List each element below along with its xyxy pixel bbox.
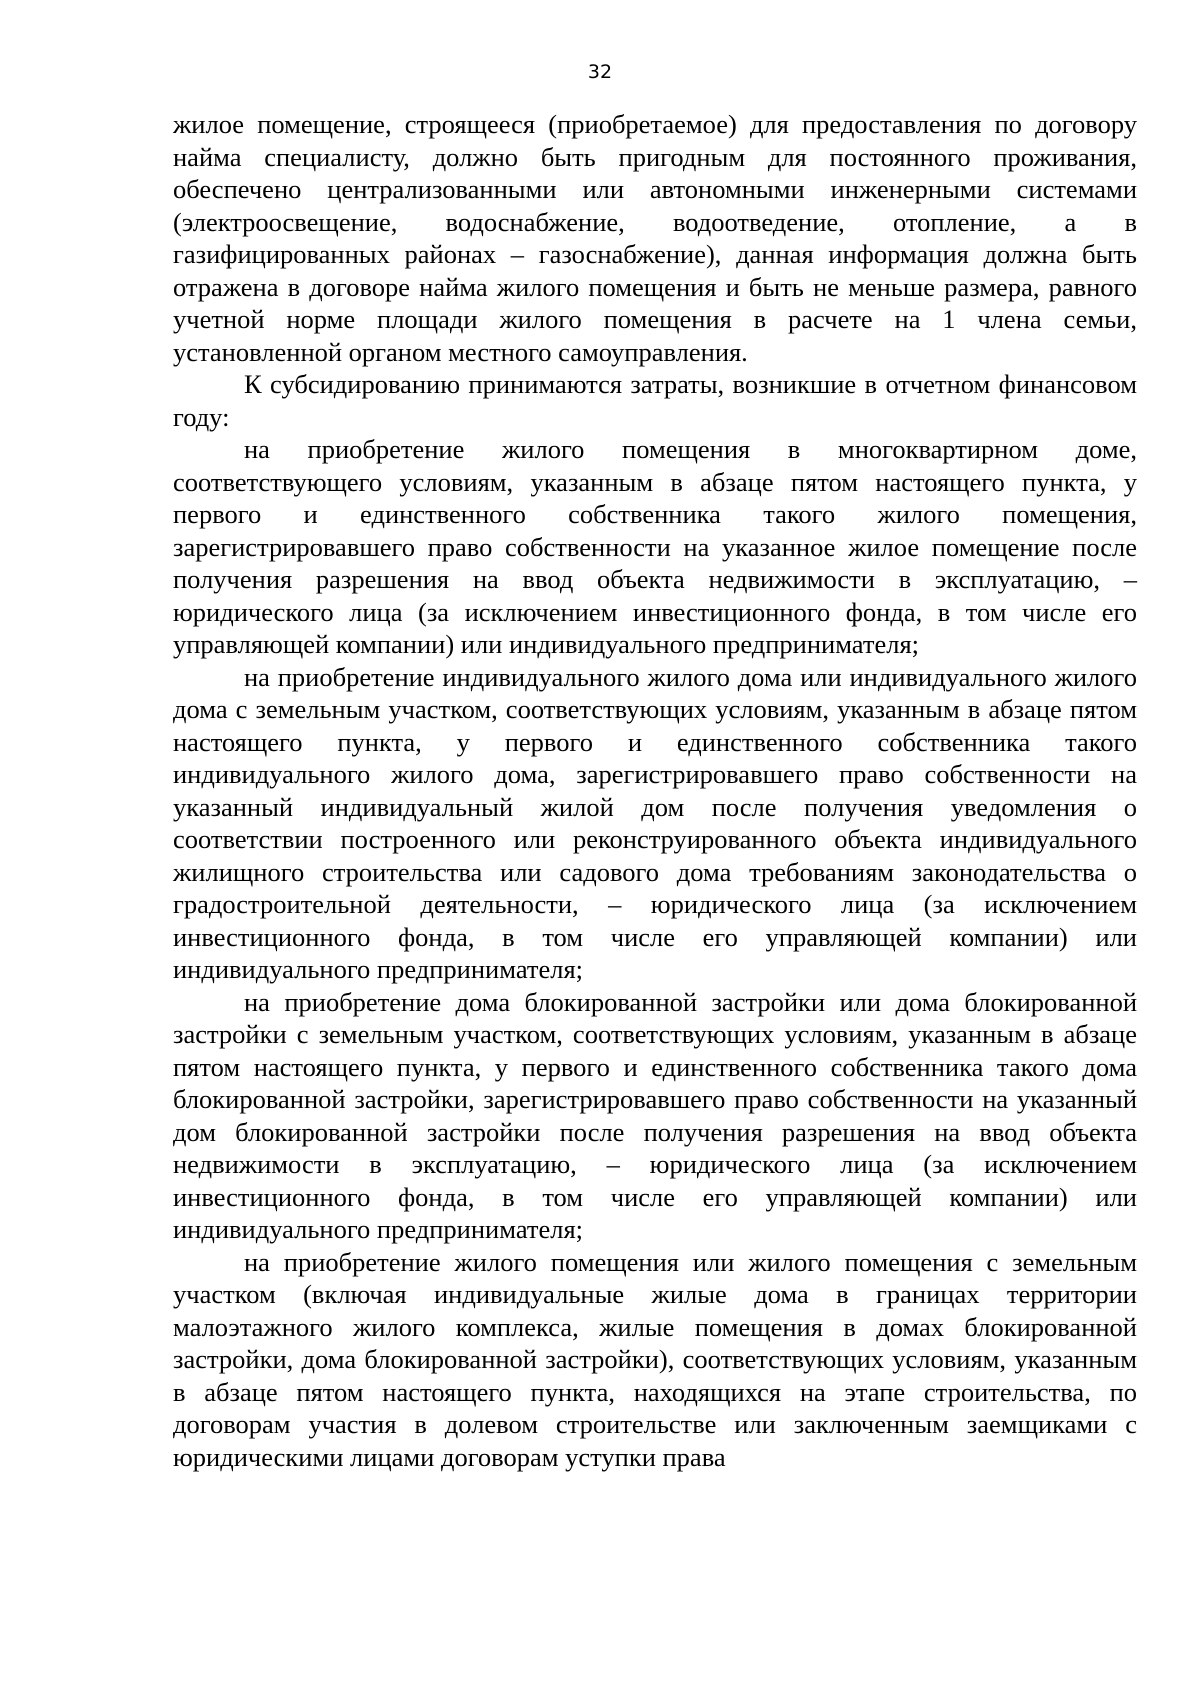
paragraph-subsidy-costs: К субсидированию принимаются затраты, возникшие в отчетном финансовом году: xyxy=(173,369,1137,432)
paragraph-individual-house-purchase: на приобретение индивидуального жилого дома или индивидуального жилого дома с земельным участком, соответствующих условиям, указанным в абзаце пятом настоящего пункта, у первого и единственного собственника такого индивидуального жилого дома, зарегистрировавшего право собственности на указанный индивидуальный жилой дом после получения уведомления о соответствии построенного или реконструированного объекта индивидуального жилищного строительства или садового дома требованиям законодательства о градостроительной деятельности, – юридического лица (за исключением инвестиционного фонда, в том числе его управляющей компании) или индивидуального предпринимателя; xyxy=(173,661,1137,984)
document-body xyxy=(173,108,1137,1473)
paragraph-apartment-purchase: на приобретение жилого помещения в многоквартирном доме, соответствующего условиям, указанным в абзаце пятом настоящего пункта, у первого и единственного собственника такого жилого помещения, зарегистрировавшего право собственности на указанное жилое помещение после получения разрешения на ввод объекта недвижимости в эксплуатацию, – юридического лица (за исключением инвестиционного фонда, в том числе его управляющей компании) или индивидуального предпринимателя; xyxy=(173,434,1137,659)
paragraph-continuation: жилое помещение, строящееся (приобретаемое) для предоставления по договору найма специалисту, должно быть пригодным для постоянного проживания, обеспечено централизованными или автономными инженерными системами (электроосвещение, водоснабжение, водоотведение, отопление, а в газифицированных районах – газоснабжение), данная информация должна быть отражена в договоре найма жилого помещения и быть не меньше размера, равного учетной норме площади жилого помещения в расчете на 1 члена семьи, установленной органом местного самоуправления. xyxy=(173,109,1137,367)
paragraph-construction-stage-purchase: на приобретение жилого помещения или жилого помещения с земельным участком (включая индивидуальные жилые дома в границах территории малоэтажного жилого комплекса, жилые помещения в домах блокированной застройки, дома блокированной застройки), соответствующих условиям, указанным в абзаце пятом настоящего пункта, находящихся на этапе строительства, по договорам участия в долевом строительстве или заключенным заемщиками с юридическими лицами договорам уступки права xyxy=(173,1246,1137,1472)
page-number: 32 xyxy=(587,61,613,83)
paragraph-blocked-house-purchase: на приобретение дома блокированной застройки или дома блокированной застройки с земельным участком, соответствующих условиям, указанным в абзаце пятом настоящего пункта, у первого и единственного собственника такого дома блокированной застройки, зарегистрировавшего право собственности на указанный дом блокированной застройки после получения разрешения на ввод объекта недвижимости в эксплуатацию, – юридического лица (за исключением инвестиционного фонда, в том числе его управляющей компании) или индивидуального предпринимателя; xyxy=(173,986,1137,1244)
